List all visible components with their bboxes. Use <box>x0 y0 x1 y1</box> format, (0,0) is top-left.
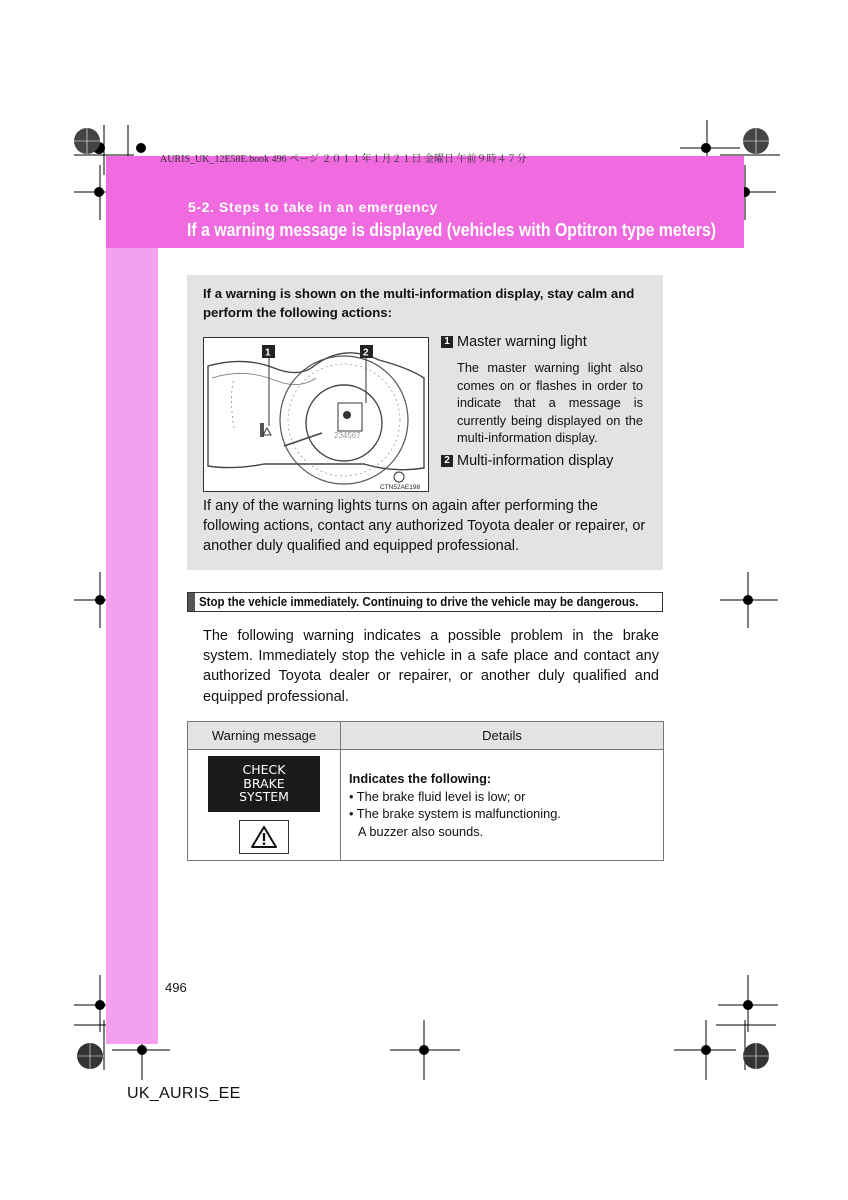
details-item: • The brake system is malfunctioning. <box>349 806 561 821</box>
details-heading: Indicates the following: <box>349 771 492 786</box>
follow-up-text: If any of the warning lights turns on again after performing the following actions, contact any authorized Toyota dealer or repairer, or another duly qualified and equipped professional. <box>203 498 646 555</box>
display-line-1: CHECK <box>242 762 286 777</box>
callout-badge-1: 1 <box>441 336 453 348</box>
intro-text: If a warning is shown on the multi-information display, stay calm and perform the following actions: <box>203 286 635 320</box>
table-row <box>188 750 664 861</box>
section-label: 5-2. Steps to take in an emergency <box>188 199 438 215</box>
page-title: If a warning message is displayed (vehicles with Optitron type meters) <box>187 220 717 240</box>
odometer-readout: 234567 <box>334 431 361 440</box>
warning-message-cell <box>188 750 341 861</box>
warning-banner-text: Stop the vehicle immediately. Continuing to drive the vehicle may be dangerous. <box>199 595 639 609</box>
col-header-details: Details <box>341 722 664 750</box>
figure-code: CTN52AE198 <box>380 484 421 491</box>
callout-label-1: Master warning light <box>457 334 587 350</box>
callout-label-2: Multi-information display <box>457 453 614 469</box>
check-brake-system-display <box>208 756 320 812</box>
footer-code: UK_AURIS_EE <box>127 1085 241 1102</box>
warning-triangle-icon <box>239 820 289 854</box>
chapter-side-tab <box>106 248 158 1044</box>
cluster-illustration <box>204 338 428 491</box>
details-note: A buzzer also sounds. <box>358 823 484 839</box>
callout-master-warning <box>441 334 587 350</box>
instrument-cluster-figure <box>203 337 429 492</box>
page-number: 496 <box>165 980 187 995</box>
col-header-message: Warning message <box>188 722 341 750</box>
brake-warning-text: The following warning indicates a possible problem in the brake system. Immediately stop the vehicle in a safe place and contact any authorized Toyota dealer or repairer, or another duly qualified and equipped professional. <box>203 628 659 705</box>
display-line-2: BRAKE <box>243 775 285 791</box>
warning-details-cell <box>341 750 664 861</box>
details-item: • The brake fluid level is low; or <box>349 788 526 804</box>
warning-table <box>187 721 664 861</box>
figure-badge-1: 1 <box>265 347 271 359</box>
callout-multi-info-display <box>441 453 613 469</box>
table-header-row <box>188 722 664 750</box>
callout-description-1: The master warning light also comes on or flashes in order to indicate that a message is currently being displayed on the multi-information display. <box>457 360 643 446</box>
file-metadata: AURIS_UK_12E58E.book 496 ページ ２０１１年１月２１日 金曜日 午前９時４７分 <box>160 154 527 165</box>
warning-banner-mark <box>188 593 195 611</box>
figure-badge-2: 2 <box>363 347 369 359</box>
callout-badge-2: 2 <box>441 455 453 467</box>
display-line-3: SYSTEM <box>239 789 289 804</box>
warning-banner <box>187 592 663 612</box>
